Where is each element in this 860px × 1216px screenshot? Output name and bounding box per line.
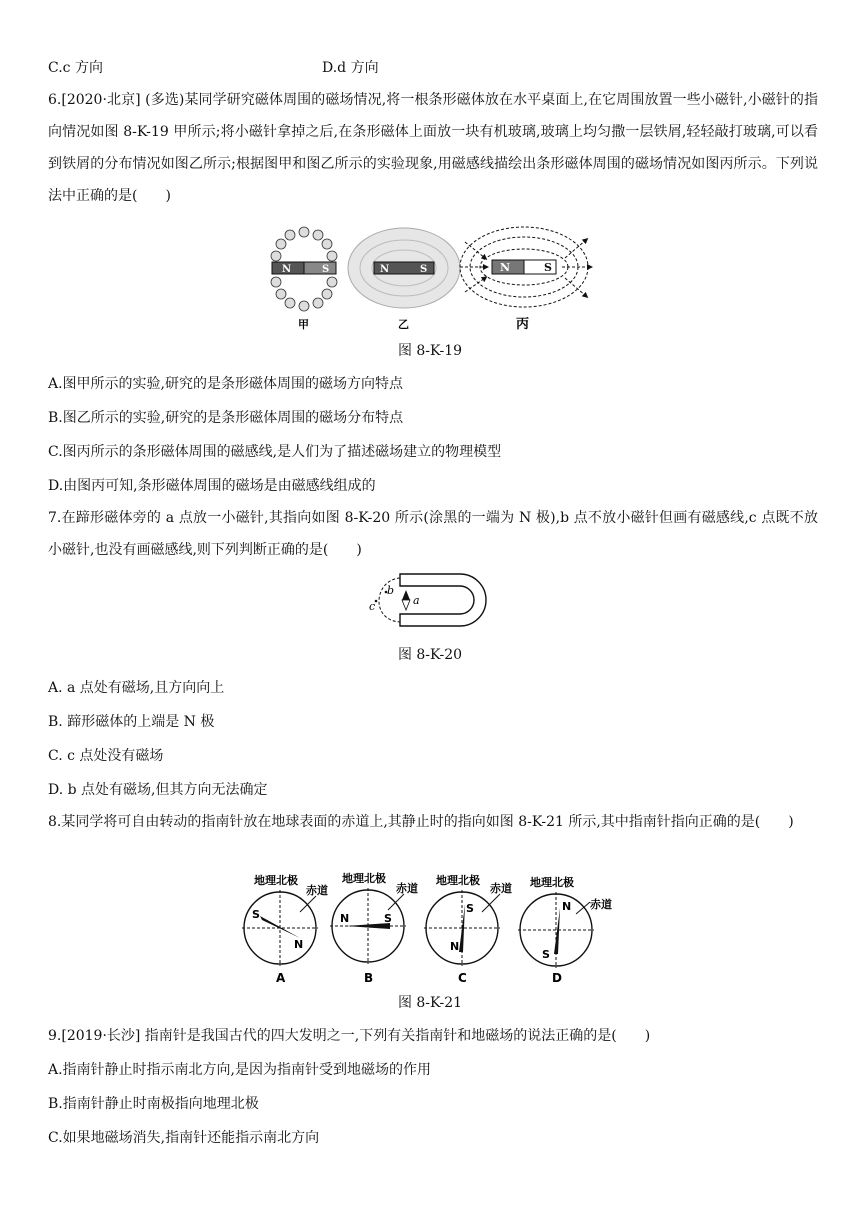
q7-option-c: C. c 点处没有磁场: [48, 748, 164, 764]
globe-d-equator-label: 赤道: [590, 898, 612, 911]
globe-d-pole-label: 地理北极: [530, 876, 574, 889]
q7-option-b: B. 蹄形磁体的上端是 N 极: [48, 714, 215, 730]
figure-8-k-19: [260, 222, 600, 334]
yi-pole-s: S: [420, 264, 428, 275]
label-yi: 乙: [398, 318, 409, 331]
globe-b-equator-label: 赤道: [396, 882, 418, 895]
globe-a-n: N: [294, 938, 304, 951]
globe-c-s: S: [466, 902, 474, 915]
figure-8-k-21: [238, 868, 628, 988]
globe-c-pole-label: 地理北极: [436, 874, 480, 887]
globe-d: [518, 875, 612, 985]
globe-a: [242, 873, 328, 985]
q6-option-d: D.由图丙可知,条形磁体周围的磁场是由磁感线组成的: [48, 478, 376, 494]
q6-option-b: B.图乙所示的实验,研究的是条形磁体周围的磁场分布特点: [48, 410, 404, 426]
globe-d-s: S: [542, 948, 550, 961]
q7-option-a: A. a 点处有磁场,且方向向上: [48, 680, 225, 696]
figure-jia: [271, 227, 337, 311]
point-a-label: a: [413, 594, 420, 607]
globe-b-n: N: [340, 912, 350, 925]
figure-yi: [348, 228, 460, 308]
question-7-stem: 7.在蹄形磁体旁的 a 点放一小磁针,其指向如图 8-K-20 所示(涂黑的一端为 N 极),b 点不放小磁针但画有磁感线,c 点既不放小磁针,也没有画磁感线,则下列判断正确的是( ): [48, 510, 818, 558]
figure-8-k-20: [360, 568, 500, 632]
caption-8-k-21: 图 8-K-21: [397, 995, 463, 1011]
globes-drawing: [238, 868, 628, 988]
globe-c: [424, 873, 512, 985]
caption-8-k-19: 图 8-K-19: [397, 343, 463, 359]
globe-c-n: N: [450, 940, 460, 953]
globe-b-name: B: [364, 971, 374, 985]
point-c-label: c: [369, 600, 376, 613]
option-d: D.d 方向: [322, 60, 379, 76]
point-b-label: b: [387, 584, 395, 597]
q6-option-a: A.图甲所示的实验,研究的是条形磁体周围的磁场方向特点: [48, 376, 404, 392]
q9-option-a: A.指南针静止时指示南北方向,是因为指南针受到地磁场的作用: [48, 1062, 432, 1078]
q9-option-c: C.如果地磁场消失,指南针还能指示南北方向: [48, 1130, 320, 1146]
figure-bing: [460, 227, 590, 307]
globe-a-equator-label: 赤道: [306, 884, 328, 897]
bing-pole-n: N: [500, 261, 511, 274]
figure-8-k-19-drawing: [260, 222, 600, 334]
caption-8-k-20: 图 8-K-20: [397, 647, 463, 663]
q7-option-d: D. b 点处有磁场,但其方向无法确定: [48, 782, 268, 798]
q9-option-b: B.指南针静止时南极指向地理北极: [48, 1096, 259, 1112]
label-jia: 甲: [298, 318, 309, 331]
option-c: C.c 方向: [48, 60, 103, 76]
globe-d-n: N: [562, 900, 572, 913]
globe-d-name: D: [552, 971, 562, 985]
globe-b: [330, 871, 418, 985]
q6-option-c: C.图丙所示的条形磁体周围的磁感线,是人们为了描述磁场建立的物理模型: [48, 444, 502, 460]
label-bing: 丙: [516, 317, 530, 332]
jia-pole-n: N: [282, 264, 292, 275]
question-8-stem: 8.某同学将可自由转动的指南针放在地球表面的赤道上,其静止时的指向如图 8-K-21 所示,其中指南针指向正确的是( ): [48, 814, 794, 830]
globe-b-pole-label: 地理北极: [342, 872, 386, 885]
globe-a-name: A: [276, 971, 286, 985]
globe-c-equator-label: 赤道: [490, 882, 512, 895]
globe-c-name: C: [458, 971, 467, 985]
globe-b-s: S: [384, 912, 392, 925]
yi-pole-n: N: [380, 264, 390, 275]
question-9-stem: 9.[2019·长沙] 指南针是我国古代的四大发明之一,下列有关指南针和地磁场的说法正确的是( ): [48, 1028, 651, 1044]
globe-a-s: S: [252, 908, 260, 921]
globe-a-pole-label: 地理北极: [254, 874, 298, 887]
jia-pole-s: S: [322, 264, 330, 275]
horseshoe-magnet-drawing: [360, 568, 500, 632]
question-6-stem: 6.[2020·北京] (多选)某同学研究磁体周围的磁场情况,将一根条形磁体放在水平桌面上,在它周围放置一些小磁针,小磁针的指向情况如图 8-K-19 甲所示;将小磁针拿掉之后,在条形磁体上面放一块有机玻璃,玻璃上均匀撒一层铁屑,轻轻敲打玻璃,可以看到铁屑的分布情况如图乙所示;根据图甲和图乙所示的实验现象,用磁感线描绘出条形磁体周围的磁场情况如图丙所示。下列说法中正确的是( ): [48, 92, 818, 204]
bing-pole-s: S: [544, 261, 552, 274]
